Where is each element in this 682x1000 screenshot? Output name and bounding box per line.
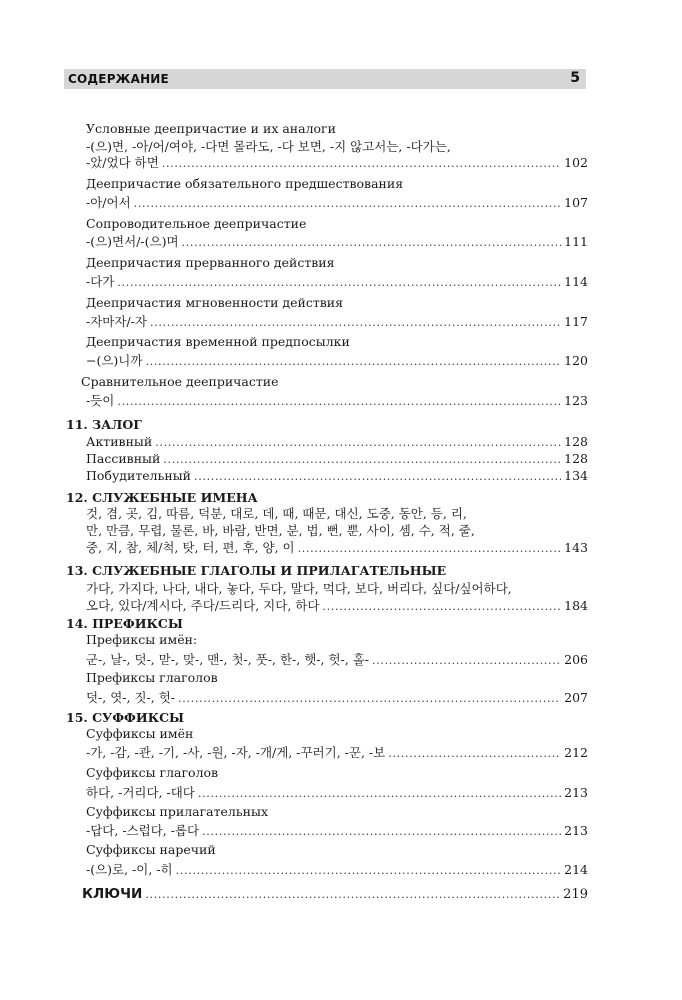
toc-entry-forms: 중, 지, 참, 체/척, 탓, 터, 편, 후, 양, 이 bbox=[86, 540, 295, 555]
toc-entry-forms: −(으)니까 bbox=[86, 353, 143, 368]
toc-page-number: 123 bbox=[564, 393, 588, 408]
leader-dots bbox=[178, 691, 561, 707]
leader-dots bbox=[163, 452, 561, 468]
toc-entry-line[interactable] bbox=[86, 598, 588, 615]
toc-entry-title: Активный bbox=[86, 434, 153, 449]
toc-entry-line[interactable] bbox=[86, 274, 588, 291]
leader-dots bbox=[162, 156, 561, 172]
leader-dots bbox=[198, 786, 561, 802]
toc-entry-forms: -(으)로, -이, -히 bbox=[86, 862, 173, 877]
toc-entry-title[interactable]: Сопроводительное деепричастие bbox=[86, 216, 307, 231]
leader-dots bbox=[134, 196, 561, 212]
page-number: 5 bbox=[570, 70, 580, 86]
section-heading[interactable]: 12. СЛУЖЕБНЫЕ ИМЕНА bbox=[66, 490, 258, 505]
toc-page-number: 134 bbox=[564, 468, 588, 483]
leader-dots bbox=[145, 887, 560, 903]
leader-dots bbox=[194, 469, 561, 485]
leader-dots bbox=[182, 235, 562, 251]
keys-heading: КЛЮЧИ bbox=[82, 886, 143, 902]
toc-entry-line[interactable] bbox=[86, 823, 588, 840]
leader-dots bbox=[117, 394, 561, 410]
toc-entry-title: Побудительный bbox=[86, 468, 192, 483]
toc-page-number: 207 bbox=[564, 690, 588, 705]
toc-entry-title: Пассивный bbox=[86, 451, 161, 466]
toc-entry-title[interactable]: Деепричастия прерванного действия bbox=[86, 255, 335, 270]
toc-entry-line[interactable] bbox=[86, 195, 588, 212]
toc-entry-line[interactable] bbox=[86, 745, 588, 762]
leader-dots bbox=[176, 863, 562, 879]
toc-page-number: 213 bbox=[564, 823, 588, 838]
leader-dots bbox=[150, 315, 561, 331]
toc-entry-forms: 만, 만큼, 무렵, 물론, 바, 바람, 반면, 분, 법, 뻔, 뿐, 사이, 셈, 수, 적, 줄, bbox=[86, 523, 475, 538]
toc-page-number: 117 bbox=[564, 314, 588, 329]
toc-entry-forms: 하다, -거리다, -대다 bbox=[86, 785, 195, 800]
toc-entry-forms: 것, 겸, 곳, 김, 따름, 덕분, 대로, 데, 때, 때문, 대신, 도중, 동안, 등, 리, bbox=[86, 506, 467, 521]
toc-subheading[interactable]: Префиксы глаголов bbox=[86, 670, 218, 685]
toc-page-number: 128 bbox=[564, 434, 588, 449]
toc-subheading[interactable]: Суффиксы имён bbox=[86, 726, 194, 741]
leader-dots bbox=[202, 824, 561, 840]
leader-dots bbox=[145, 354, 561, 370]
leader-dots bbox=[117, 275, 561, 291]
toc-entry-line[interactable] bbox=[86, 393, 588, 410]
toc-subheading[interactable]: Суффиксы глаголов bbox=[86, 765, 219, 780]
toc-subheading[interactable]: Суффиксы прилагательных bbox=[86, 804, 269, 819]
toc-entry-title[interactable]: Деепричастия временной предпосылки bbox=[86, 334, 350, 349]
toc-page-number: 107 bbox=[564, 195, 588, 210]
section-heading[interactable]: 13. СЛУЖЕБНЫЕ ГЛАГОЛЫ И ПРИЛАГАТЕЛЬНЫЕ bbox=[66, 563, 447, 578]
toc-subheading[interactable]: Префиксы имён: bbox=[86, 632, 198, 647]
toc-page-number: 184 bbox=[564, 598, 588, 613]
toc-entry-forms: 덧-, 엿-, 짓-, 헛- bbox=[86, 690, 176, 705]
toc-page-number: 143 bbox=[564, 540, 588, 555]
toc-entry-line[interactable] bbox=[86, 234, 588, 251]
toc-entry-forms: 오다, 있다/계시다, 주다/드리다, 지다, 하다 bbox=[86, 598, 320, 613]
toc-keys-line[interactable] bbox=[82, 886, 588, 903]
toc-entry-line[interactable] bbox=[86, 785, 588, 802]
toc-entry-forms: -(으)면서/-(으)며 bbox=[86, 234, 179, 249]
toc-page-number: 102 bbox=[564, 155, 588, 170]
toc-page-number: 212 bbox=[564, 745, 588, 760]
toc-entry-forms: 군-, 날-, 덧-, 맏-, 맞-, 맨-, 첫-, 풋-, 한-, 햇-, 헛-, 홀- bbox=[86, 652, 369, 667]
toc-entry-title[interactable]: Деепричастие обязательного предшествования bbox=[86, 176, 404, 191]
toc-entry-forms: 가다, 가지다, 나다, 내다, 놓다, 두다, 말다, 먹다, 보다, 버리다, 싶다/싶어하다, bbox=[86, 581, 512, 596]
leader-dots bbox=[298, 541, 562, 557]
toc-entry-line[interactable] bbox=[86, 434, 588, 451]
toc-entry-line[interactable] bbox=[86, 862, 588, 879]
section-heading[interactable]: 11. ЗАЛОГ bbox=[66, 417, 142, 432]
toc-page-number: 114 bbox=[564, 274, 588, 289]
toc-entry-forms: -가, -감, -관, -기, -사, -원, -자, -개/게, -꾸러기, -꾼, -보 bbox=[86, 745, 386, 760]
toc-entry-title[interactable]: Условные деепричастие и их аналоги bbox=[86, 121, 336, 136]
leader-dots bbox=[155, 435, 561, 451]
toc-entry-line[interactable] bbox=[86, 690, 588, 707]
toc-subheading[interactable]: Суффиксы наречий bbox=[86, 842, 216, 857]
toc-entry-line[interactable] bbox=[86, 652, 588, 669]
toc-entry-title[interactable]: Сравнительное деепричастие bbox=[81, 374, 279, 389]
toc-entry-forms: -아/어서 bbox=[86, 195, 131, 210]
toc-entry-line[interactable] bbox=[86, 314, 588, 331]
toc-entry-forms: -았/었다 하면 bbox=[86, 155, 159, 170]
section-heading[interactable]: 15. СУФФИКСЫ bbox=[66, 710, 185, 725]
toc-page-number: 120 bbox=[564, 353, 588, 368]
toc-entry-line[interactable] bbox=[86, 353, 588, 370]
toc-page-number: 206 bbox=[564, 652, 588, 667]
toc-entry-line[interactable] bbox=[86, 540, 588, 557]
toc-page-number: 214 bbox=[564, 862, 588, 877]
toc-entry-forms: -다가 bbox=[86, 274, 115, 289]
header-title: СОДЕРЖАНИЕ bbox=[68, 72, 169, 86]
toc-entry-forms: -답다, -스럽다, -롭다 bbox=[86, 823, 200, 838]
toc-page-number: 219 bbox=[563, 887, 588, 902]
toc-entry-line[interactable] bbox=[86, 451, 588, 468]
toc-entry-line[interactable] bbox=[86, 468, 588, 485]
toc-entry-forms: -듯이 bbox=[86, 393, 115, 408]
leader-dots bbox=[322, 599, 561, 615]
toc-entry-forms: -(으)면, -아/어/여야, -다면 몰라도, -다 보면, -지 않고서는, -다가는, bbox=[86, 139, 451, 154]
leader-dots bbox=[372, 653, 561, 669]
section-heading[interactable]: 14. ПРЕФИКСЫ bbox=[66, 616, 183, 631]
toc-entry-title[interactable]: Деепричастия мгновенности действия bbox=[86, 295, 344, 310]
toc-page-number: 213 bbox=[564, 785, 588, 800]
leader-dots bbox=[388, 746, 561, 762]
toc-page-number: 111 bbox=[564, 234, 588, 249]
toc-page-number: 128 bbox=[564, 451, 588, 466]
toc-entry-forms: -자마자/-자 bbox=[86, 314, 147, 329]
toc-entry-line[interactable] bbox=[86, 155, 588, 172]
